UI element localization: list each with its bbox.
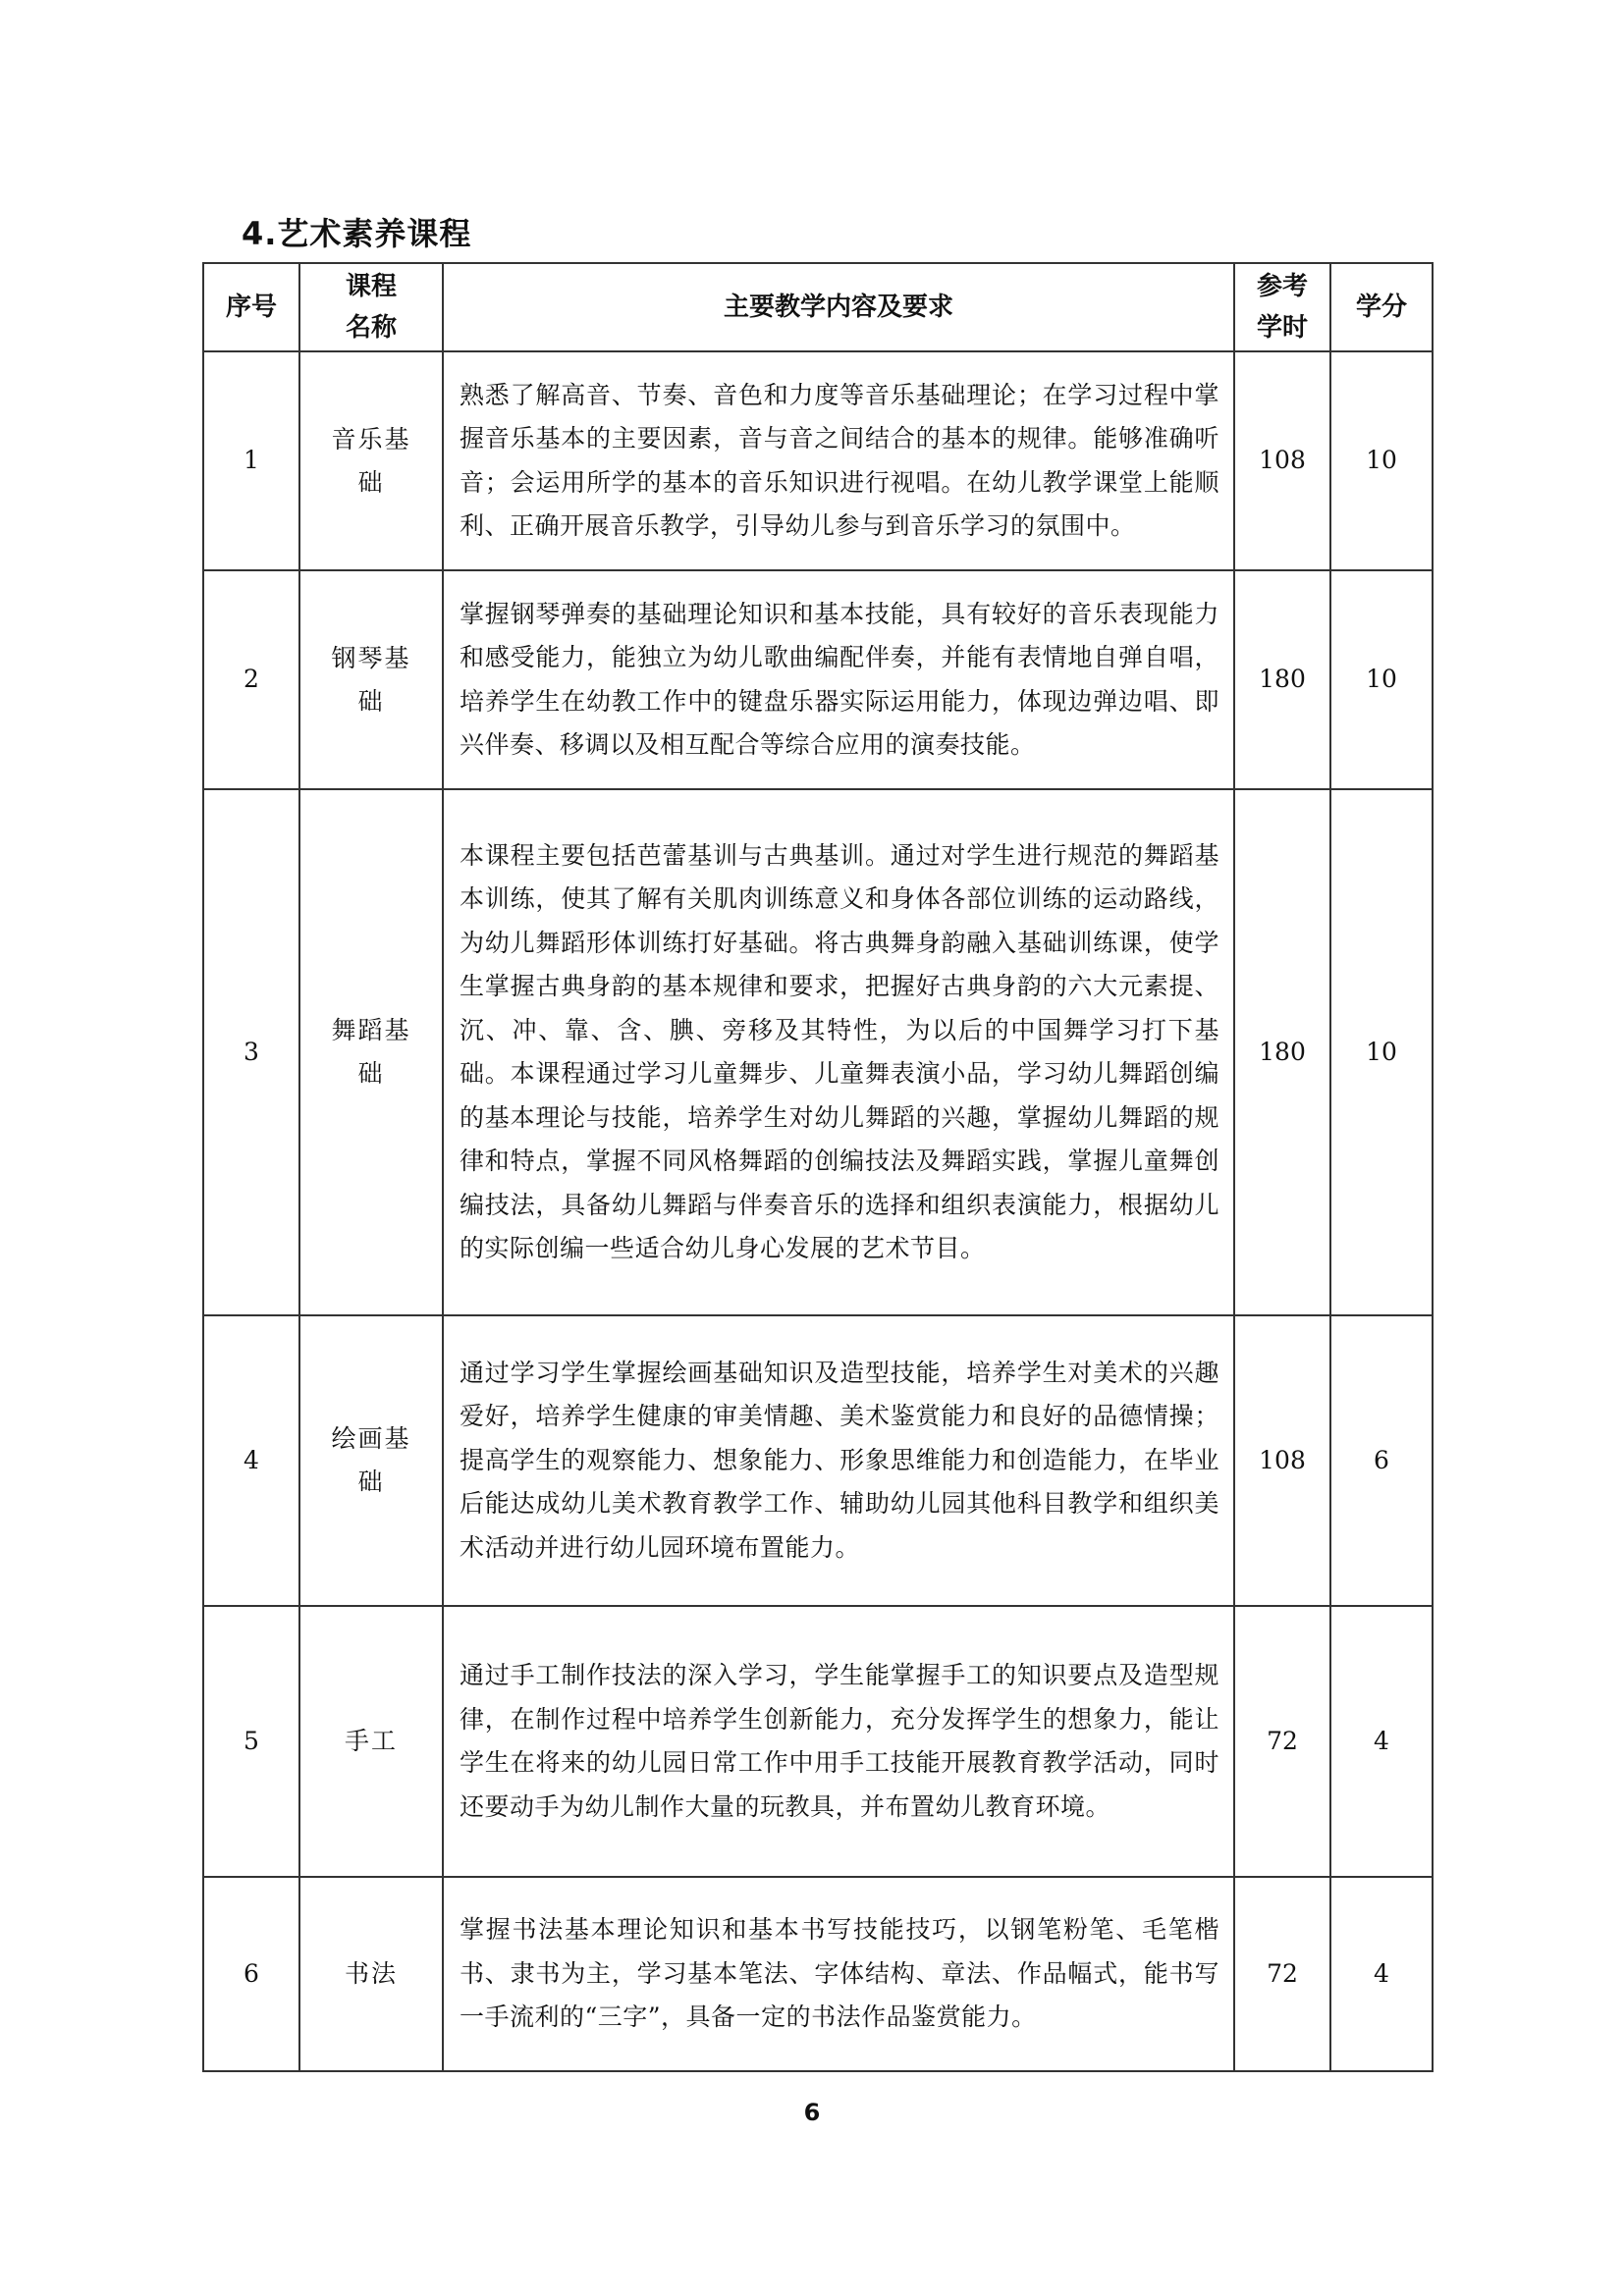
row-content: 熟悉了解高音、节奏、音色和力度等音乐基础理论；在学习过程中掌握音乐基本的主要因素，音与音之间结合的基本的规律。能够准确听音；会运用所学的基本的音乐知识进行视唱。在幼儿教学课堂上能顺利、正确开展音乐教学，引导幼儿参与到音乐学习的氛围中。 (443, 351, 1234, 570)
row-index: 6 (203, 1877, 299, 2071)
table-row (203, 1877, 1433, 2071)
row-hours: 108 (1234, 1315, 1330, 1606)
row-content: 通过手工制作技法的深入学习，学生能掌握手工的知识要点及造型规律，在制作过程中培养学生创新能力，充分发挥学生的想象力，能让学生在将来的幼儿园日常工作中用手工技能开展教育教学活动，同时还要动手为幼儿制作大量的玩教具，并布置幼儿教育环境。 (443, 1606, 1234, 1877)
row-hours: 180 (1234, 789, 1330, 1315)
page-number: 6 (803, 2099, 821, 2126)
row-hours: 108 (1234, 351, 1330, 570)
table-row (203, 789, 1433, 1315)
row-index: 4 (203, 1315, 299, 1606)
row-content: 掌握钢琴弹奏的基础理论知识和基本技能，具有较好的音乐表现能力和感受能力，能独立为幼儿歌曲编配伴奏，并能有表情地自弹自唱，培养学生在幼教工作中的键盘乐器实际运用能力，体现边弹边唱、即兴伴奏、移调以及相互配合等综合应用的演奏技能。 (443, 570, 1234, 789)
section-heading: 4.艺术素养课程 (242, 215, 472, 252)
row-hours: 72 (1234, 1877, 1330, 2071)
table-header-row (203, 263, 1433, 351)
row-credits: 4 (1330, 1877, 1433, 2071)
row-course-name: 书法 (299, 1877, 443, 2071)
row-course-name: 舞蹈基础 (299, 789, 443, 1315)
header-credits: 学分 (1330, 263, 1433, 351)
row-credits: 10 (1330, 570, 1433, 789)
header-content: 主要教学内容及要求 (443, 263, 1234, 351)
table-row (203, 570, 1433, 789)
row-course-name: 手工 (299, 1606, 443, 1877)
row-index: 5 (203, 1606, 299, 1877)
row-content: 通过学习学生掌握绘画基础知识及造型技能，培养学生对美术的兴趣爱好，培养学生健康的审美情趣、美术鉴赏能力和良好的品德情操；提高学生的观察能力、想象能力、形象思维能力和创造能力，在毕业后能达成幼儿美术教育教学工作、辅助幼儿园其他科目教学和组织美术活动并进行幼儿园环境布置能力。 (443, 1315, 1234, 1606)
row-credits: 10 (1330, 789, 1433, 1315)
row-hours: 180 (1234, 570, 1330, 789)
header-hours: 参考学时 (1234, 263, 1330, 351)
row-hours: 72 (1234, 1606, 1330, 1877)
header-name: 课程名称 (299, 263, 443, 351)
row-index: 1 (203, 351, 299, 570)
row-course-name: 绘画基础 (299, 1315, 443, 1606)
header-index: 序号 (203, 263, 299, 351)
table-row (203, 351, 1433, 570)
row-index: 3 (203, 789, 299, 1315)
course-table (202, 262, 1434, 2072)
row-content: 掌握书法基本理论知识和基本书写技能技巧，以钢笔粉笔、毛笔楷书、隶书为主，学习基本笔法、字体结构、章法、作品幅式，能书写一手流利的“三字”，具备一定的书法作品鉴赏能力。 (443, 1877, 1234, 2071)
row-index: 2 (203, 570, 299, 789)
row-credits: 6 (1330, 1315, 1433, 1606)
table-row (203, 1315, 1433, 1606)
row-credits: 10 (1330, 351, 1433, 570)
row-course-name: 音乐基础 (299, 351, 443, 570)
row-content: 本课程主要包括芭蕾基训与古典基训。通过对学生进行规范的舞蹈基本训练，使其了解有关肌肉训练意义和身体各部位训练的运动路线，为幼儿舞蹈形体训练打好基础。将古典舞身韵融入基础训练课，使学生掌握古典身韵的基本规律和要求，把握好古典身韵的六大元素提、沉、冲、靠、含、腆、旁移及其特性，为以后的中国舞学习打下基础。本课程通过学习儿童舞步、儿童舞表演小品，学习幼儿舞蹈创编的基本理论与技能，培养学生对幼儿舞蹈的兴趣，掌握幼儿舞蹈的规律和特点，掌握不同风格舞蹈的创编技法及舞蹈实践，掌握儿童舞创编技法，具备幼儿舞蹈与伴奏音乐的选择和组织表演能力，根据幼儿的实际创编一些适合幼儿身心发展的艺术节目。 (443, 789, 1234, 1315)
row-course-name: 钢琴基础 (299, 570, 443, 789)
row-credits: 4 (1330, 1606, 1433, 1877)
table-row (203, 1606, 1433, 1877)
